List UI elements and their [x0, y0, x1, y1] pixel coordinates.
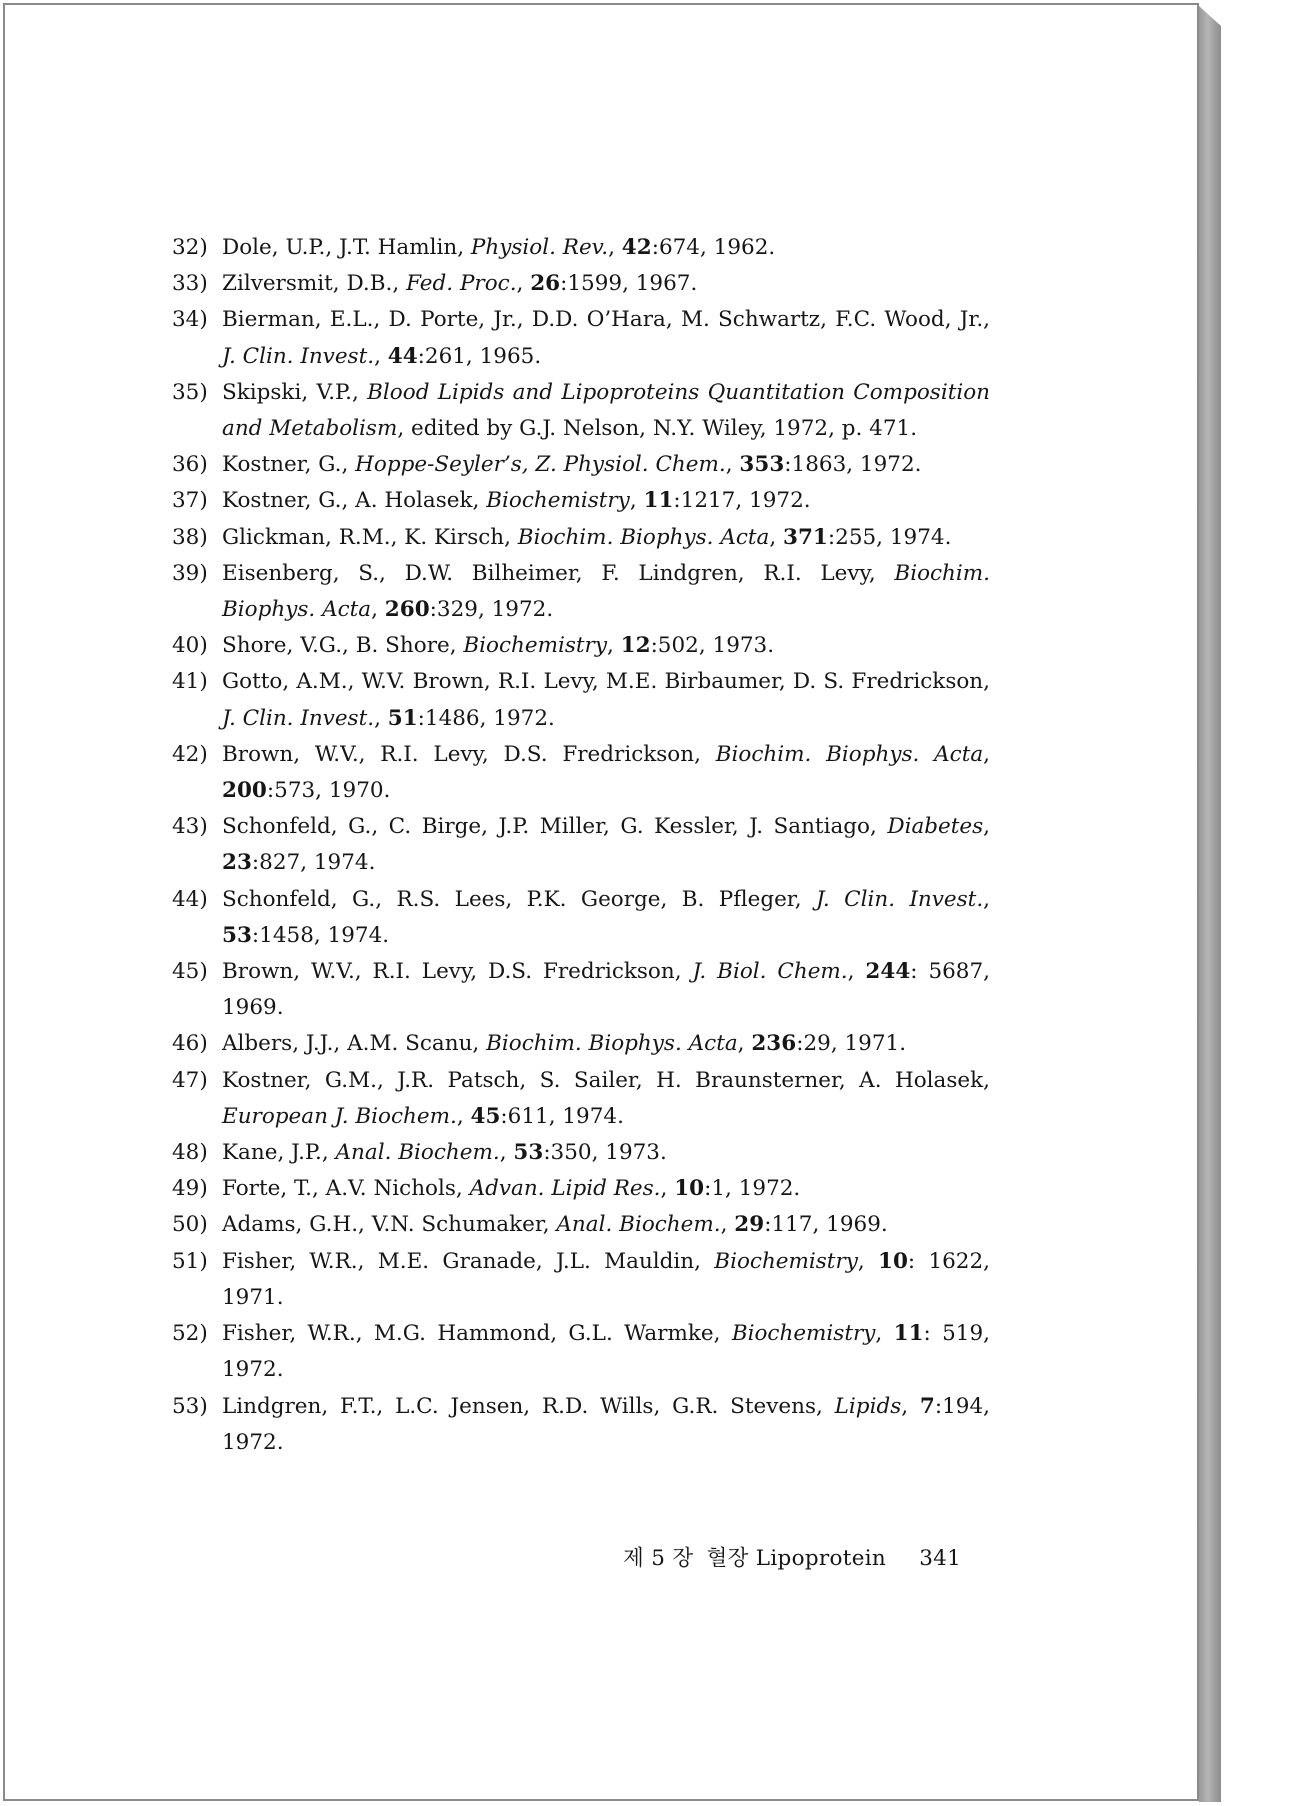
reference-item [172, 556, 990, 628]
reference-number: 51) [172, 1248, 208, 1274]
reference-number: 43) [172, 814, 208, 840]
reference-item [172, 375, 990, 447]
reference-title-italic: Blood Lipids and Lipoproteins Quantitation Composition and Metabolism [222, 379, 990, 442]
reference-item [172, 230, 990, 266]
reference-text-segment: , [456, 1103, 471, 1129]
reference-title-italic: J. Biol. Chem. [692, 959, 848, 985]
reference-text [222, 882, 990, 954]
reference-volume: 11 [893, 1321, 924, 1347]
reference-item [172, 1063, 990, 1135]
reference-item [172, 1316, 990, 1388]
reference-text-segment: Schonfeld, G., R.S. Lees, P.K. George, B. Pfleger, [222, 886, 816, 912]
reference-item [172, 1135, 990, 1171]
reference-text [222, 1244, 990, 1316]
reference-text [222, 1316, 990, 1388]
reference-item [172, 1244, 990, 1316]
reference-text-segment: Adams, G.H., V.N. Schumaker, [222, 1212, 557, 1238]
reference-item [172, 1389, 990, 1461]
reference-number: 35) [172, 379, 208, 405]
reference-volume: 371 [783, 524, 828, 550]
reference-text-segment: Skipski, V.P., [222, 379, 368, 405]
reference-text-segment: Fisher, W.R., M.G. Hammond, G.L. Warmke, [222, 1321, 732, 1347]
reference-text-segment: , [371, 597, 385, 623]
reference-number: 53) [172, 1393, 208, 1419]
reference-text-segment: Bierman, E.L., D. Porte, Jr., D.D. O’Hara, M. Schwartz, F.C. Wood, Jr., [222, 307, 990, 333]
reference-text [222, 1063, 990, 1135]
reference-text-segment: :1, 1972. [704, 1176, 801, 1202]
reference-item [172, 628, 990, 664]
reference-text-segment: Lindgren, F.T., L.C. Jensen, R.D. Wills, G.R. Stevens, [222, 1393, 835, 1419]
reference-number: 52) [172, 1321, 208, 1347]
reference-item [172, 737, 990, 809]
reference-title-italic: Biochemistry [714, 1248, 858, 1274]
reference-text-segment: Albers, J.J., A.M. Scanu, [222, 1031, 487, 1057]
reference-text-segment: , [516, 271, 531, 297]
reference-text-segment: , [499, 1140, 514, 1166]
reference-title-italic: Advan. Lipid Res. [469, 1176, 661, 1202]
reference-item [172, 1171, 990, 1207]
reference-text [222, 1207, 990, 1243]
reference-text [222, 483, 990, 519]
reference-title-italic: Biochemistry [486, 488, 630, 514]
reference-text-segment: , [847, 959, 866, 985]
reference-text-segment: , [983, 814, 990, 840]
reference-text-segment: , [629, 488, 644, 514]
footer-section-title: 혈장 Lipoprotein [706, 1546, 887, 1571]
reference-title-italic: Hoppe-Seyler’s, Z. Physiol. Chem. [355, 452, 726, 478]
reference-number: 38) [172, 524, 208, 550]
reference-item [172, 520, 990, 556]
reference-text-segment: Eisenberg, S., D.W. Bilheimer, F. Lindgren, R.I. Levy, [222, 560, 895, 586]
reference-number: 37) [172, 488, 208, 514]
reference-text [222, 447, 990, 483]
reference-text-segment: , [374, 343, 388, 369]
reference-text-segment: :1486, 1972. [417, 705, 555, 731]
reference-volume: 244 [865, 959, 911, 985]
reference-title-italic: Biochim. Biophys. Acta [715, 741, 984, 767]
reference-number: 41) [172, 669, 208, 695]
reference-volume: 51 [387, 705, 418, 731]
reference-text [222, 628, 990, 664]
reference-volume: 236 [751, 1031, 797, 1057]
reference-text [222, 809, 990, 881]
reference-text-segment: , [660, 1176, 675, 1202]
reference-text-segment: Kostner, G., [222, 452, 356, 478]
reference-item [172, 664, 990, 736]
reference-text [222, 1026, 990, 1062]
reference-text-segment: Shore, V.G., B. Shore, [222, 633, 464, 659]
reference-text-segment: :1458, 1974. [251, 922, 390, 948]
reference-text [222, 664, 990, 736]
reference-text-segment: Dole, U.P., J.T. Hamlin, [222, 235, 471, 260]
reference-text-segment: :674, 1962. [651, 235, 776, 260]
reference-text [222, 954, 990, 1026]
reference-number: 39) [172, 560, 208, 586]
reference-title-italic: Biochim. Biophys. Acta [486, 1031, 738, 1057]
reference-item [172, 483, 990, 519]
reference-text-segment: :1599, 1967. [560, 271, 698, 297]
reference-number: 33) [172, 271, 208, 297]
reference-title-italic: European J. Biochem. [222, 1103, 457, 1129]
reference-number: 36) [172, 452, 208, 478]
reference-text [222, 737, 990, 809]
reference-volume: 10 [674, 1176, 705, 1202]
reference-volume: 53 [222, 922, 252, 948]
reference-item [172, 1207, 990, 1243]
reference-number: 48) [172, 1140, 208, 1166]
reference-title-italic: Anal. Biochem. [556, 1212, 721, 1238]
reference-text [222, 520, 990, 556]
reference-title-italic: Fed. Proc. [406, 271, 517, 297]
reference-text-segment: :573, 1970. [266, 778, 391, 804]
reference-item [172, 882, 990, 954]
reference-text [222, 1389, 990, 1461]
reference-text [222, 230, 990, 266]
reference-number: 40) [172, 633, 208, 659]
reference-list [172, 230, 990, 1461]
reference-number: 32) [172, 235, 208, 260]
reference-text-segment: :255, 1974. [827, 524, 952, 550]
reference-text-segment: , [725, 452, 740, 478]
reference-text-segment: , [608, 235, 622, 260]
reference-text-segment: Gotto, A.M., W.V. Brown, R.I. Levy, M.E. Birbaumer, D. S. Fredrickson, [222, 669, 990, 695]
reference-text-segment: , [769, 524, 784, 550]
footer-chapter: 제 5 장 [623, 1546, 694, 1571]
reference-title-italic: Biochim. Biophys. Acta [517, 524, 770, 550]
reference-title-italic: Diabetes [887, 814, 984, 840]
reference-text-segment: , [983, 741, 991, 767]
reference-text-segment: Glickman, R.M., K. Kirsch, [222, 524, 518, 550]
reference-text-segment: :29, 1971. [796, 1031, 907, 1057]
reference-text-segment: , edited by G.J. Nelson, N.Y. Wiley, 1972, p. 471. [397, 416, 918, 442]
reference-text-segment: Brown, W.V., R.I. Levy, D.S. Fredrickson, [222, 741, 716, 767]
reference-volume: 29 [734, 1212, 765, 1238]
reference-text-segment: Forte, T., A.V. Nichols, [222, 1176, 470, 1202]
reference-text-segment: : 1622, 1971. [222, 1248, 990, 1310]
reference-number: 45) [172, 959, 208, 985]
reference-title-italic: Lipids [834, 1393, 902, 1419]
reference-number: 46) [172, 1031, 208, 1057]
reference-volume: 23 [222, 850, 252, 876]
reference-number: 44) [172, 886, 208, 912]
reference-text-segment: Fisher, W.R., M.E. Granade, J.L. Mauldin, [222, 1248, 715, 1274]
reference-text-segment: Kane, J.P., [222, 1140, 336, 1166]
reference-title-italic: Biochemistry [463, 633, 607, 659]
reference-title-italic: J. Clin. Invest. [222, 343, 375, 369]
reference-text-segment: :827, 1974. [251, 850, 376, 876]
reference-text-segment: :1217, 1972. [673, 488, 811, 514]
reference-text-segment: Kostner, G., A. Holasek, [222, 488, 487, 514]
reference-text-segment: , [737, 1031, 752, 1057]
reference-volume: 10 [878, 1248, 908, 1274]
reference-text [222, 1135, 990, 1171]
reference-volume: 53 [513, 1140, 544, 1166]
reference-text [222, 266, 990, 302]
reference-text-segment: Brown, W.V., R.I. Levy, D.S. Fredrickson, [222, 959, 693, 985]
reference-text [222, 375, 990, 447]
reference-volume: 200 [222, 778, 267, 804]
reference-text [222, 302, 990, 374]
reference-volume: 12 [620, 633, 651, 659]
reference-text-segment: , [857, 1248, 878, 1274]
reference-text-segment: , [901, 1393, 920, 1419]
reference-text-segment: , [374, 705, 388, 731]
reference-title-italic: J. Clin. Invest. [222, 705, 375, 731]
reference-title-italic: Anal. Biochem. [335, 1140, 500, 1166]
reference-text-segment: :117, 1969. [764, 1212, 888, 1238]
reference-text-segment: :350, 1973. [543, 1140, 667, 1166]
reference-text [222, 556, 990, 628]
reference-volume: 26 [530, 271, 561, 297]
reference-volume: 353 [739, 452, 785, 478]
reference-volume: 11 [643, 488, 674, 514]
reference-text-segment: : 5687, 1969. [222, 959, 990, 1021]
reference-text-segment: :194, 1972. [222, 1393, 990, 1455]
reference-title-italic: Biochemistry [731, 1321, 876, 1347]
reference-volume: 45 [470, 1103, 501, 1129]
reference-text-segment: , [606, 633, 621, 659]
reference-text-segment: Schonfeld, G., C. Birge, J.P. Miller, G. Kessler, J. Santiago, [222, 814, 888, 840]
reference-text-segment: :261, 1965. [417, 343, 542, 369]
reference-text-segment: Zilversmit, D.B., [222, 271, 407, 297]
reference-title-italic: J. Clin. Invest. [815, 886, 984, 912]
reference-title-italic: Physiol. Rev. [470, 235, 609, 260]
reference-text-segment: :502, 1973. [650, 633, 775, 659]
reference-item [172, 302, 990, 374]
page-edge-shadow [1199, 6, 1221, 1802]
reference-item [172, 266, 990, 302]
page-number: 341 [919, 1546, 962, 1571]
reference-text-segment: , [720, 1212, 735, 1238]
reference-number: 50) [172, 1212, 208, 1238]
reference-item [172, 954, 990, 1026]
reference-volume: 260 [384, 597, 430, 623]
reference-number: 34) [172, 307, 208, 333]
reference-volume: 7 [919, 1393, 935, 1419]
reference-text-segment: :1863, 1972. [784, 452, 922, 478]
reference-text-segment: , [875, 1321, 894, 1347]
reference-text-segment: :329, 1972. [429, 597, 554, 623]
reference-volume: 44 [387, 343, 418, 369]
reference-volume: 42 [621, 235, 652, 260]
reference-text-segment: : 519, 1972. [222, 1321, 991, 1383]
reference-item [172, 1026, 990, 1062]
reference-text-segment: , [983, 886, 991, 912]
reference-item [172, 809, 990, 881]
reference-text [222, 1171, 990, 1207]
reference-number: 49) [172, 1176, 208, 1202]
reference-text-segment: :611, 1974. [500, 1103, 624, 1129]
reference-number: 47) [172, 1067, 208, 1093]
page-footer [623, 1541, 961, 1572]
reference-number: 42) [172, 741, 208, 767]
reference-title-italic: Biochim. Biophys. Acta [222, 560, 990, 623]
reference-item [172, 447, 990, 483]
reference-text-segment: Kostner, G.M., J.R. Patsch, S. Sailer, H. Braunsterner, A. Holasek, [222, 1067, 990, 1093]
